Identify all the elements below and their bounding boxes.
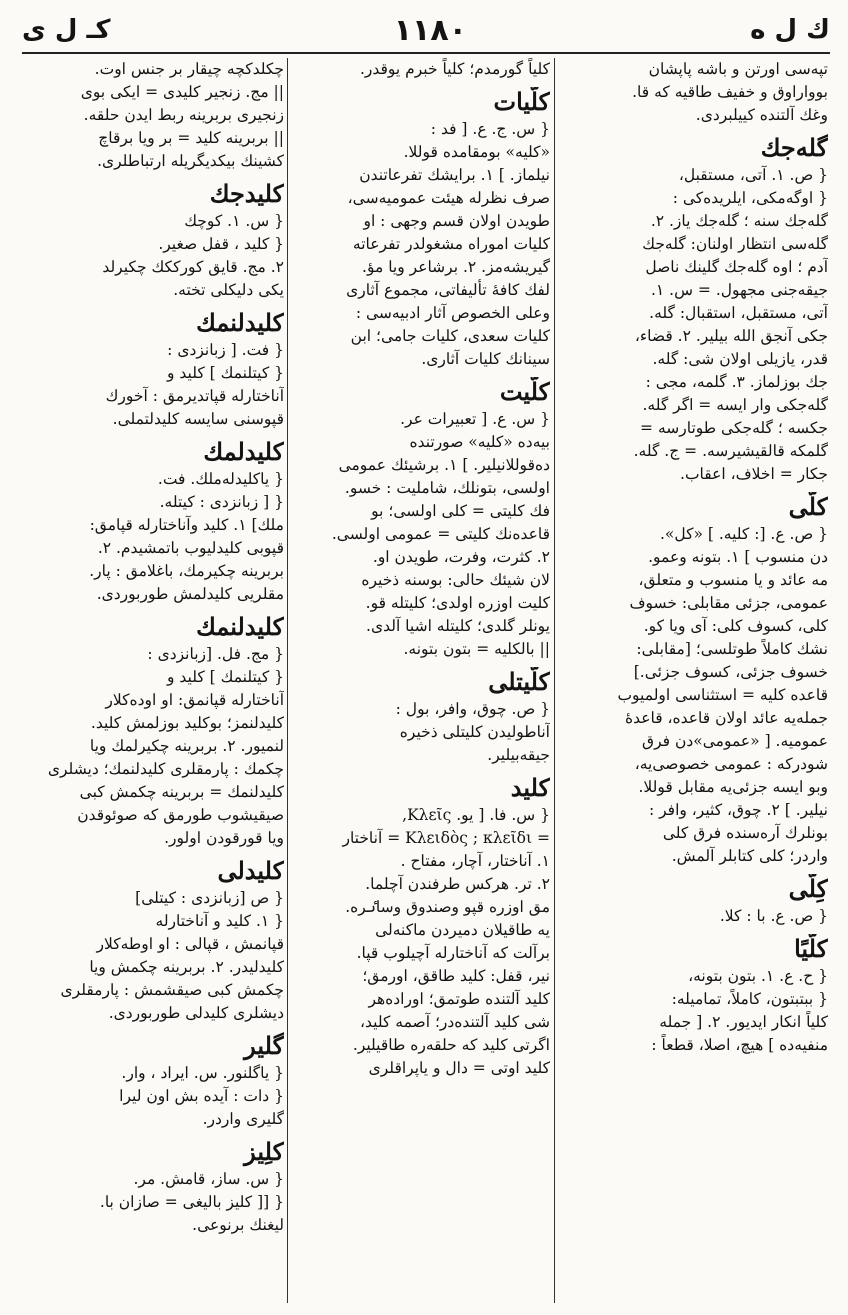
entry-headword: كليد — [510, 773, 550, 802]
dictionary-entry — [292, 58, 550, 81]
entry-text-line: منفيه‌ده ] هيچ، اصلا، قطعاً : — [651, 1036, 828, 1054]
entry-text-line: صيقيشوب طورمق كه صوئوقدن — [77, 806, 284, 824]
entry-text-line: كليدلنمك = بربرينه چكمش كبی — [79, 783, 284, 801]
entry-headword: كِلّی — [788, 874, 828, 903]
entry-headword: كليدلی — [217, 856, 284, 885]
entry-text-line: كلياً انكار ايديور. ۲. [ جمله — [659, 1013, 828, 1031]
entry-text-line: تپه‌سی اورتن و باشه پاپشان — [648, 60, 828, 78]
entry-text-line: { ص. ع. [: كليه. ] «كل». — [659, 525, 828, 543]
entry-text-line: || مج. زنجير كليدی = ايكی بوی — [80, 83, 284, 101]
entry-text-line: { س. ع. [ تعبيرات عر. — [400, 410, 550, 428]
entry-text-line: ۱. آناختار، آچار، مفتاح . — [400, 852, 550, 870]
entry-text-line: نيلير. ] ۲. چوق، كثير، وافر : — [648, 801, 828, 819]
entry-text-line: نير، قفل: كليد طاقق، اورمق؛ — [362, 967, 550, 985]
dictionary-entry — [26, 1031, 284, 1131]
entry-text-line: { ح. ع. ۱. بتون بتونه، — [688, 967, 828, 985]
entry-headword: كلِيز — [244, 1137, 284, 1166]
entry-text-line: گليری واردر. — [202, 1110, 284, 1128]
dictionary-entry — [26, 856, 284, 1025]
entry-text-line: { ۱. كليد و آناختارله — [155, 912, 284, 930]
entry-text-line: گيريشه‌مز. ۲. برشاعر ويا مؤ. — [362, 258, 550, 276]
entry-text-line: وبو ايسه جزئی‌يه مقابل قوللا. — [638, 778, 828, 796]
entry-text-line: || بالكليه = بتون بتونه. — [403, 640, 550, 658]
entry-text-line: { دات : آيده بش اون ليرا — [119, 1087, 284, 1105]
entry-text-line: يونلر گلدی؛ كليتله اشيا آلدی. — [366, 617, 550, 635]
entry-text-line: { كيتلنمك ] كليد و — [167, 668, 284, 686]
entry-text-line: يكی دليكلی تخته. — [173, 281, 284, 299]
entry-text-line: { س. فا. [ يو. Κλεῖς, — [402, 806, 550, 824]
entry-text-line: كليات سعدی، كليات جامی؛ ابن — [350, 327, 550, 345]
entry-text-line: گله‌جك سنه ؛ گله‌جك ياز. ۲. — [650, 212, 828, 230]
entry-text-line: وغك آلتنده كیيلبردی. — [695, 106, 828, 124]
entry-text-line: گله‌سی انتظار اولنان: گله‌جك — [642, 235, 828, 253]
column-middle — [292, 58, 550, 1303]
dictionary-entry — [560, 874, 828, 928]
entry-text-line: بونلرك آره‌سنده فرق كلی — [662, 824, 828, 842]
entry-text-line: مق اوزره قپو وصندوق وساٸره. — [345, 898, 550, 916]
entry-text-line: { مج. فل. [زبانزدی : — [147, 645, 284, 663]
entry-text-line: جيقه‌جنی مجهول. = س. ۱. — [650, 281, 828, 299]
entry-text-line: { كليد ، قفل صغير. — [158, 235, 284, 253]
dictionary-entry — [26, 612, 284, 850]
header-right-letters: ك ل ه — [750, 15, 830, 45]
entry-text-line: { ياگلنور. س. ايراد ، وار. — [121, 1064, 284, 1082]
page-number: ١١٨٠ — [393, 12, 467, 48]
entry-text-line: قپوسنی سايسه كليدلتملی. — [112, 410, 284, 428]
entry-text-line: آناطوليدن كليتلی ذخيره — [399, 723, 550, 741]
entry-headword: كليدجك — [209, 179, 284, 208]
entry-headword: كلّيتلی — [488, 667, 550, 696]
entry-text-line: جكسه ؛ گله‌جكی طوتارسه = — [640, 419, 828, 437]
dictionary-entry — [560, 133, 828, 486]
entry-text-line: چكمش كبی صيقشمش : پارمقلری — [60, 981, 284, 999]
entry-text-line: لفك كافهٔ تأليفاتی، مجموع آثاری — [346, 281, 550, 299]
entry-text-line: دن منسوب ] ۱. بتونه وعمو. — [648, 548, 828, 566]
entry-text-line: كليت اوزره اولدی؛ كليتله قو. — [365, 594, 550, 612]
entry-text-line: قدر، يازيلی اولان شی: گله. — [652, 350, 828, 368]
dictionary-entry — [26, 308, 284, 431]
dictionary-entry — [292, 773, 550, 1080]
entry-text-line: { س. ۱. كوچك — [184, 212, 284, 230]
entry-headword: كلّی — [788, 492, 828, 521]
entry-text-line: قپوبی كليدليوب باتمشيدم. ۲. — [97, 539, 284, 557]
entry-text-line: جيقه‌بيلير. — [487, 746, 550, 764]
dictionary-entry — [292, 87, 550, 371]
entry-text-line: برآلت كه آناختارله آچيلوب قپا. — [356, 944, 550, 962]
entry-text-line: وعلی الخصوص آثار ادبيه‌سی : — [355, 304, 550, 322]
entry-text-line: جمله‌يه عائد اولان قاعده، قاعدهٔ — [624, 709, 828, 727]
dictionary-entry — [560, 58, 828, 127]
entry-text-line: سينانك كليات آثاری. — [421, 350, 550, 368]
entry-text-line: { فت. [ زبانزدی : — [167, 341, 284, 359]
entry-headword: كليدلنمك — [196, 308, 284, 337]
entry-text-line: { ياكليدله‌ملك. فت. — [157, 470, 284, 488]
entry-text-line: عمومی، جزئی مقابلی: خسوف — [629, 594, 828, 612]
entry-text-line: «كليه» بومقامده قوللا. — [403, 143, 550, 161]
entry-headword: گله‌جك — [760, 133, 828, 162]
entry-text-line: اولسی، بتونلك، شامليت : خسو. — [344, 479, 550, 497]
entry-text-line: واردر؛ كلی كتابلر آلمش. — [671, 847, 828, 865]
entry-text-line: بربرينه چكيرمك، باغلامق : پار. — [89, 562, 284, 580]
entry-text-line: آناختارله قپاتديرمق : آخورك — [105, 387, 284, 405]
entry-text-line: گله‌جكی وار ايسه = اگر گله. — [642, 396, 828, 414]
entry-headword: كلّيات — [493, 87, 550, 116]
entry-text-line: مه عائد و يا منسوب و متعلق، — [638, 571, 828, 589]
entry-text-line: چكلدكچه چيقار بر جنس اوت. — [94, 60, 284, 78]
entry-text-line: لان شيئك حالی: بوسنه ذخيره — [361, 571, 550, 589]
entry-text-line: نشك كاملاً طوتلسی؛ [مقابلی: — [636, 640, 828, 658]
entry-text-line: بوواراوق و خفیف طاقیه كه قا. — [632, 83, 828, 101]
entry-text-line: طويدن اولان قسم وجهی : او — [363, 212, 550, 230]
entry-text-line: چكمك : پارمقلری كليدلنمك؛ ديشلری — [47, 760, 284, 778]
entry-text-line: كليدلنمز؛ بوكليد بوزلمش كليد. — [90, 714, 284, 732]
entry-text-line: جكی آنجق الله بيلير. ۲. قضاء، — [634, 327, 828, 345]
entry-text-line: { كيتلنمك ] كليد و — [167, 364, 284, 382]
dictionary-entry — [26, 437, 284, 606]
entry-text-line: لنميور. ۲. بربرينه چكيرلمك ويا — [89, 737, 284, 755]
column-right — [560, 58, 828, 1303]
header-rule — [22, 52, 830, 54]
entry-text-line: { اوگه‌مكی، ايلريده‌كی : — [672, 189, 828, 207]
entry-text-line: عموميه. [ «عمومی»دن فرق — [642, 732, 828, 750]
entry-headword: كليدلنمك — [196, 612, 284, 641]
dictionary-entry — [292, 377, 550, 661]
dictionary-entry — [560, 492, 828, 868]
entry-text-line: كلياً گورمدم؛ كلياً خبرم يوقدر. — [359, 60, 550, 78]
entry-text-line: ده‌قوللانيلير. ] ۱. برشيئك عمومی — [338, 456, 550, 474]
entry-text-line: { ص. چوق، وافر، بول : — [395, 700, 550, 718]
entry-text-line: قاعده‌نك كليتی = عمومی اولسی. — [331, 525, 550, 543]
entry-text-line: ۲. كثرت، وفرت، طويدن او. — [372, 548, 550, 566]
entry-text-line: { ص. ۱. آتی، مستقبل، — [678, 166, 828, 184]
entry-text-line: ملك] ۱. كليد وآناختارله قپامق: — [89, 516, 284, 534]
entry-text-line: آتی، مستقبل، استقبال: گله. — [649, 304, 828, 322]
entry-text-line: { [ زبانزدی : كيتله. — [159, 493, 284, 511]
entry-text-line: كليات اموراه مشغولدر تفرعاته — [352, 235, 550, 253]
entry-text-line: شی كليد آلتنده‌در؛ آصمه كليد، — [360, 1013, 550, 1031]
header-left-letters: كـ ل ى — [22, 15, 111, 45]
entry-text-line: بيه‌ده «كليه» صورتنده — [409, 433, 550, 451]
entry-text-line: كليد آلتنده طوتمق؛ اوراده‌هر — [368, 990, 550, 1008]
page-header — [22, 8, 830, 52]
entry-text-line: ليغنك برنوعی. — [192, 1216, 284, 1234]
entry-text-line: ديشلری كليدلی طوربوردی. — [108, 1004, 284, 1022]
entry-text-line: مقلريی كليدلمش طوربوردی. — [96, 585, 284, 603]
dictionary-entry — [26, 1137, 284, 1237]
entry-text-line: { [[ كليز باليغی = صازان با. — [99, 1193, 284, 1211]
entry-text-line: فك كليتی = كلی اولسی؛ بو — [371, 502, 550, 520]
entry-text-line: { س. ساز، قامش. مر. — [133, 1170, 284, 1188]
entry-text-line: صرف نظرله هيئت عموميه‌سی، — [347, 189, 550, 207]
entry-text-line: شودركه : عمومی خصوصی‌يه، — [634, 755, 828, 773]
entry-text-line: { ص. ع. با : كلا. — [719, 907, 828, 925]
entry-headword: كليدلمك — [203, 437, 284, 466]
entry-text-line: ويا قورقودن اولور. — [164, 829, 284, 847]
entry-text-line: آناختارله قپانمق: او اوده‌كلار — [105, 691, 284, 709]
entry-text-line: { ص [زبانزدی : كيتلی] — [135, 889, 284, 907]
entry-text-line: = Κλειδὸς ; κλεῖδι = آناختار — [342, 829, 550, 847]
entry-text-line: جك بوزلماز. ۳. گلمه، مجی : — [645, 373, 828, 391]
entry-text-line: يه طاقيلان دميردن ماكنه‌لی — [375, 921, 550, 939]
entry-text-line: جكار = اخلاف، اعقاب. — [680, 465, 828, 483]
entry-text-line: نيلماز. ] ۱. برايشك تفرعاتندن — [359, 166, 550, 184]
dictionary-entry — [560, 934, 828, 1057]
entry-text-line: گلمكه قالقيشيرسه. = ج. گله. — [633, 442, 828, 460]
entry-text-line: { ببتبتون، كاملاً، تماميله: — [671, 990, 828, 1008]
entry-text-line: كشينك بيكديگريله ارتباطلری. — [97, 152, 284, 170]
entry-text-line: ۲. تر. هركس طرفندن آچلما. — [365, 875, 550, 893]
column-divider — [287, 58, 288, 1303]
entry-text-line: ۲. مج. قايق كورككك چكيرلد — [102, 258, 284, 276]
entry-headword: كلّيًا — [794, 934, 828, 963]
entry-text-line: || بربرينه كليد = بر ويا برقاچ — [98, 129, 284, 147]
entry-text-line: قپانمش ، قپالی : او اوطه‌كلار — [96, 935, 284, 953]
dictionary-entry — [26, 179, 284, 302]
dictionary-entry — [26, 58, 284, 173]
entry-text-line: زنجيری بربرينه ربط ايدن حلقه. — [83, 106, 284, 124]
entry-text-line: اگرتی كليد كه حلقه‌ره طاقيلير. — [352, 1036, 550, 1054]
entry-text-line: كليد اوتی = دال و ياپراقلری — [368, 1059, 550, 1077]
column-left — [26, 58, 284, 1303]
entry-text-line: آدم ؛ اوه گله‌جك گلينك ناصل — [645, 258, 828, 276]
entry-text-line: كلی، كسوف كلی: آی ويا كو. — [643, 617, 828, 635]
entry-text-line: قاعده كليه = استثناسی اولميوب — [617, 686, 828, 704]
entry-text-line: خسوف جزئی، كسوف جزئی.] — [633, 663, 828, 681]
entry-text-line: كليدليدر. ۲. بربرينه چكمش ويا — [89, 958, 284, 976]
dictionary-entry — [292, 667, 550, 767]
entry-headword: كلّيت — [499, 377, 550, 406]
entry-headword: گلير — [244, 1031, 284, 1060]
entry-text-line: { س. ج. ع. [ فد : — [430, 120, 550, 138]
column-divider — [554, 58, 555, 1303]
